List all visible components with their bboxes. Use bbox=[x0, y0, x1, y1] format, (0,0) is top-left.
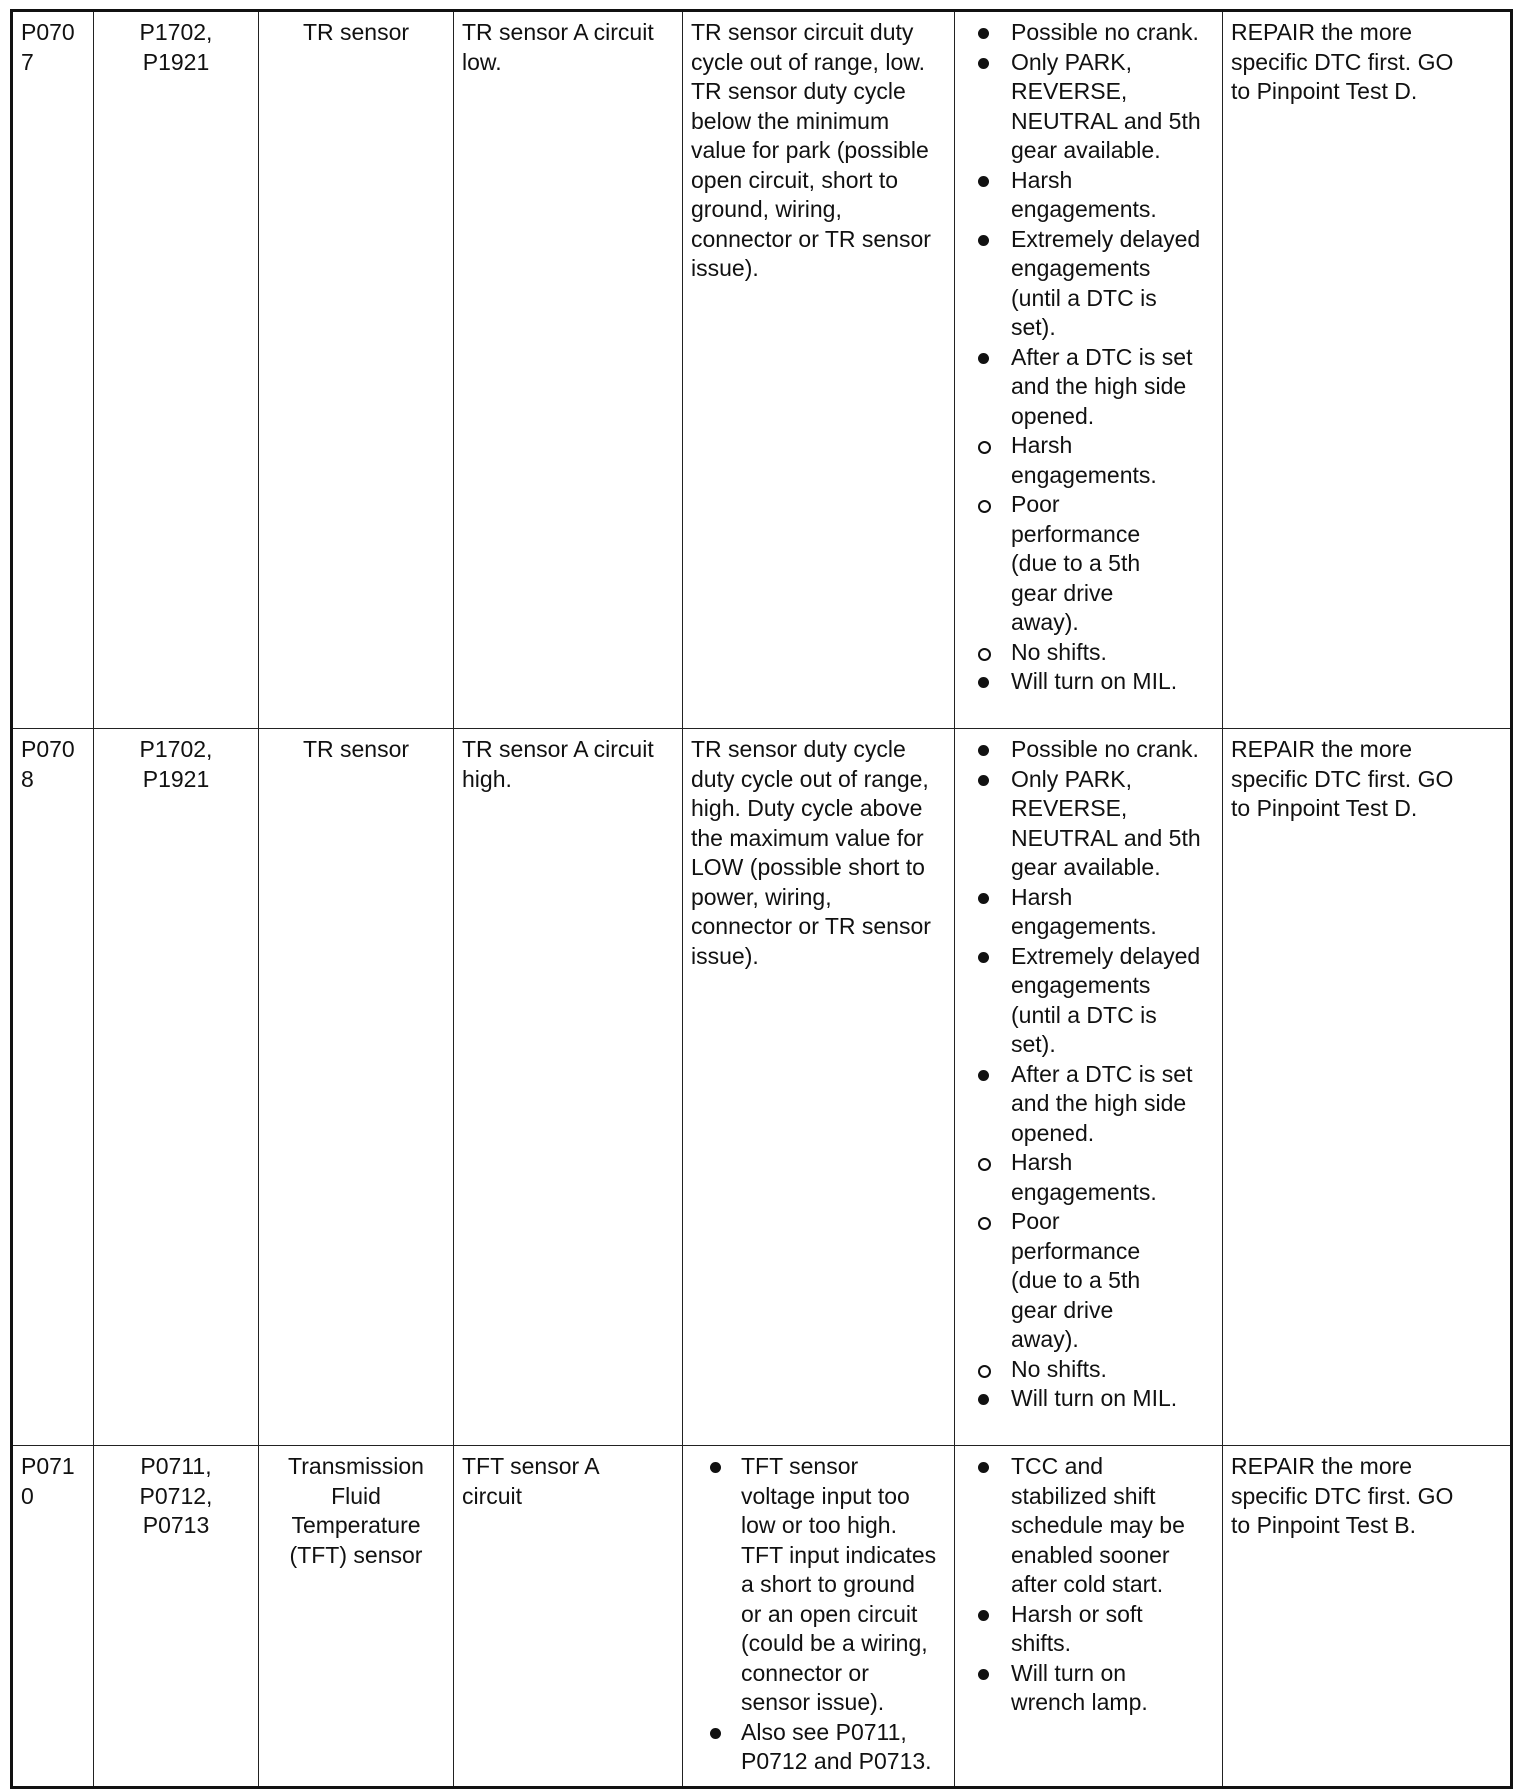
symptom-line: and the high side bbox=[1011, 1090, 1187, 1116]
dtc-table bbox=[10, 9, 1513, 1789]
condition-line: below the minimum bbox=[691, 107, 890, 134]
symptom-line: opened. bbox=[1011, 402, 1095, 429]
component-line: TR sensor bbox=[302, 736, 410, 762]
condition-line: TR sensor circuit duty bbox=[691, 19, 914, 45]
dtc-table-page bbox=[10, 9, 1510, 1789]
action-line: REPAIR the more bbox=[1231, 19, 1413, 45]
related-dtc-line: P1921 bbox=[142, 48, 210, 75]
description-cell bbox=[454, 1446, 683, 1788]
related-dtc-line: P1702, bbox=[139, 736, 213, 762]
symptom-line: gear available. bbox=[1011, 854, 1161, 880]
component-line: (TFT) sensor bbox=[289, 1541, 423, 1568]
component-line: TR sensor bbox=[302, 19, 410, 45]
description-line: high. bbox=[462, 765, 512, 792]
symptom-subitem bbox=[963, 1355, 1214, 1385]
symptom-line: NEUTRAL and 5th bbox=[1011, 824, 1201, 851]
symptom-line: After a DTC is set bbox=[1011, 1060, 1193, 1087]
symptom-item bbox=[963, 1600, 1214, 1659]
symptom-line: (due to a 5th bbox=[1011, 550, 1141, 576]
related-dtc-line: P1921 bbox=[142, 765, 210, 792]
action-cell bbox=[1223, 729, 1512, 1446]
action-line: to Pinpoint Test B. bbox=[1231, 1512, 1416, 1538]
symptom-subitem bbox=[963, 638, 1214, 668]
symptom-line: Harsh bbox=[1011, 432, 1073, 458]
symptom-line: gear drive bbox=[1011, 579, 1114, 606]
condition-line: high. Duty cycle above bbox=[691, 795, 923, 821]
condition-line: LOW (possible short to bbox=[691, 854, 925, 880]
symptom-line: (until a DTC is bbox=[1011, 284, 1157, 311]
symptom-line: shifts. bbox=[1011, 1630, 1072, 1656]
description-cell bbox=[454, 11, 683, 729]
condition-item bbox=[707, 1718, 946, 1777]
dtc-code-cell bbox=[12, 729, 94, 1446]
condition-line: ground, wiring, bbox=[691, 196, 842, 222]
condition-line: Also see P0711, bbox=[741, 1718, 907, 1745]
symptom-line: after cold start. bbox=[1011, 1571, 1164, 1597]
component-cell bbox=[259, 1446, 454, 1788]
condition-line: connector or TR sensor bbox=[691, 225, 931, 252]
symptom-line: Only PARK, bbox=[1011, 765, 1132, 792]
symptom-line: Possible no crank. bbox=[1011, 19, 1199, 45]
symptom-subitem bbox=[963, 490, 1214, 638]
dtc-code-cell bbox=[12, 1446, 94, 1788]
symptom-list bbox=[963, 18, 1214, 431]
symptom-line: REVERSE, bbox=[1011, 78, 1128, 104]
condition-cell bbox=[683, 1446, 955, 1788]
condition-cell bbox=[683, 11, 955, 729]
symptom-item bbox=[963, 883, 1214, 942]
symptom-line: No shifts. bbox=[1011, 1355, 1107, 1382]
symptom-line: away). bbox=[1011, 1326, 1079, 1352]
dtc-code-cell bbox=[12, 11, 94, 729]
symptoms-cell bbox=[955, 729, 1223, 1446]
symptom-line: and the high side bbox=[1011, 373, 1187, 399]
symptom-line: NEUTRAL and 5th bbox=[1011, 107, 1201, 134]
symptom-line: schedule may be bbox=[1011, 1512, 1185, 1538]
symptom-line: Possible no crank. bbox=[1011, 736, 1199, 762]
symptom-line: (due to a 5th bbox=[1011, 1267, 1141, 1293]
symptom-line: Harsh bbox=[1011, 1149, 1073, 1175]
action-line: specific DTC first. GO bbox=[1231, 48, 1454, 75]
symptom-list bbox=[963, 1384, 1214, 1414]
symptom-line: Extremely delayed bbox=[1011, 225, 1201, 252]
symptom-line: Harsh bbox=[1011, 166, 1073, 193]
symptom-line: wrench lamp. bbox=[1011, 1689, 1148, 1715]
description-cell bbox=[454, 729, 683, 1446]
symptom-line: REVERSE, bbox=[1011, 795, 1128, 821]
condition-line: TFT input indicates bbox=[741, 1541, 937, 1568]
action-cell bbox=[1223, 11, 1512, 729]
symptom-item bbox=[963, 48, 1214, 166]
condition-line: low or too high. bbox=[741, 1512, 897, 1538]
symptom-subitem bbox=[963, 1207, 1214, 1355]
action-line: specific DTC first. GO bbox=[1231, 1482, 1454, 1509]
action-line: to Pinpoint Test D. bbox=[1231, 78, 1418, 104]
symptom-item bbox=[963, 225, 1214, 343]
condition-line: or an open circuit bbox=[741, 1600, 918, 1627]
symptom-line: Extremely delayed bbox=[1011, 942, 1201, 969]
condition-line: issue). bbox=[691, 942, 759, 969]
condition-line: the maximum value for bbox=[691, 824, 924, 851]
symptom-line: set). bbox=[1011, 314, 1056, 340]
symptom-sublist bbox=[963, 1148, 1214, 1384]
related-dtc-line: P1702, bbox=[139, 19, 213, 45]
condition-line: duty cycle out of range, bbox=[691, 765, 929, 792]
action-line: REPAIR the more bbox=[1231, 736, 1413, 762]
related-dtc-cell bbox=[94, 11, 259, 729]
symptom-line: opened. bbox=[1011, 1119, 1095, 1146]
description-line: TR sensor A circuit bbox=[462, 736, 654, 762]
condition-line: connector or bbox=[741, 1659, 869, 1686]
action-line: specific DTC first. GO bbox=[1231, 765, 1454, 792]
table-row bbox=[12, 1446, 1512, 1788]
related-dtc-line: P0712, bbox=[139, 1482, 213, 1509]
symptom-item bbox=[963, 1384, 1214, 1414]
symptom-line: Harsh bbox=[1011, 883, 1073, 910]
related-dtc-cell bbox=[94, 1446, 259, 1788]
condition-cell bbox=[683, 729, 955, 1446]
table-row bbox=[12, 729, 1512, 1446]
condition-line: TFT sensor bbox=[741, 1453, 859, 1479]
component-line: Fluid bbox=[331, 1482, 381, 1509]
symptom-item bbox=[963, 765, 1214, 883]
description-line: TR sensor A circuit bbox=[462, 19, 654, 45]
symptom-item bbox=[963, 1452, 1214, 1600]
condition-line: power, wiring, bbox=[691, 883, 832, 910]
condition-line: TR sensor duty cycle bbox=[691, 736, 906, 762]
symptom-subitem bbox=[963, 1148, 1214, 1207]
symptom-line: stabilized shift bbox=[1011, 1482, 1156, 1509]
condition-line: TR sensor duty cycle bbox=[691, 78, 906, 104]
symptom-item bbox=[963, 166, 1214, 225]
symptom-line: engagements. bbox=[1011, 1178, 1157, 1205]
symptom-list bbox=[963, 667, 1214, 697]
symptom-line: After a DTC is set bbox=[1011, 343, 1193, 370]
symptom-line: away). bbox=[1011, 609, 1079, 635]
condition-line: issue). bbox=[691, 255, 759, 281]
symptom-line: gear drive bbox=[1011, 1296, 1114, 1323]
symptom-item bbox=[963, 1659, 1214, 1718]
symptom-line: gear available. bbox=[1011, 137, 1161, 163]
symptom-item bbox=[963, 1060, 1214, 1149]
symptom-item bbox=[963, 343, 1214, 432]
condition-line: voltage input too bbox=[741, 1482, 910, 1509]
related-dtc-cell bbox=[94, 729, 259, 1446]
symptom-line: Poor bbox=[1011, 1208, 1060, 1234]
symptom-line: enabled sooner bbox=[1011, 1541, 1170, 1568]
related-dtc-line: P0713 bbox=[142, 1512, 210, 1538]
symptom-line: performance bbox=[1011, 1237, 1141, 1264]
symptom-line: Will turn on bbox=[1011, 1659, 1127, 1686]
condition-list bbox=[691, 1452, 946, 1777]
symptom-line: Will turn on MIL. bbox=[1011, 1385, 1178, 1411]
symptom-sublist bbox=[963, 431, 1214, 667]
condition-line: open circuit, short to bbox=[691, 166, 899, 193]
condition-line: connector or TR sensor bbox=[691, 913, 931, 939]
condition-line: (could be a wiring, bbox=[741, 1630, 928, 1656]
condition-line: P0712 and P0713. bbox=[741, 1748, 932, 1774]
action-line: to Pinpoint Test D. bbox=[1231, 795, 1418, 821]
dtc-code: P0710 bbox=[21, 1453, 75, 1509]
symptoms-cell bbox=[955, 11, 1223, 729]
condition-line: a short to ground bbox=[741, 1571, 915, 1597]
symptom-item bbox=[963, 667, 1214, 697]
condition-line: cycle out of range, low. bbox=[691, 48, 925, 75]
dtc-code: P0708 bbox=[21, 736, 75, 792]
condition-line: value for park (possible bbox=[691, 137, 929, 163]
description-line: circuit bbox=[462, 1482, 523, 1509]
symptom-line: engagements bbox=[1011, 972, 1151, 998]
symptom-item bbox=[963, 942, 1214, 1060]
symptoms-cell bbox=[955, 1446, 1223, 1788]
symptom-line: No shifts. bbox=[1011, 638, 1107, 665]
symptom-line: Only PARK, bbox=[1011, 48, 1132, 75]
dtc-code: P0707 bbox=[21, 19, 75, 75]
symptom-line: set). bbox=[1011, 1031, 1056, 1057]
condition-item bbox=[707, 1452, 946, 1718]
symptom-line: engagements bbox=[1011, 255, 1151, 281]
symptom-line: performance bbox=[1011, 520, 1141, 547]
symptom-line: Will turn on MIL. bbox=[1011, 668, 1178, 694]
symptom-item bbox=[963, 18, 1214, 48]
condition-line: sensor issue). bbox=[741, 1689, 885, 1715]
symptom-subitem bbox=[963, 431, 1214, 490]
related-dtc-line: P0711, bbox=[140, 1453, 212, 1479]
symptom-line: engagements. bbox=[1011, 461, 1157, 488]
symptom-item bbox=[963, 735, 1214, 765]
action-cell bbox=[1223, 1446, 1512, 1788]
symptom-list bbox=[963, 1452, 1214, 1718]
component-line: Transmission bbox=[288, 1453, 424, 1479]
symptom-line: engagements. bbox=[1011, 913, 1157, 939]
component-cell bbox=[259, 11, 454, 729]
symptom-line: TCC and bbox=[1011, 1453, 1104, 1479]
symptom-line: Harsh or soft bbox=[1011, 1600, 1143, 1627]
description-line: TFT sensor A bbox=[462, 1453, 600, 1479]
description-line: low. bbox=[462, 48, 502, 75]
symptom-list bbox=[963, 735, 1214, 1148]
action-line: REPAIR the more bbox=[1231, 1453, 1413, 1479]
symptom-line: engagements. bbox=[1011, 196, 1157, 222]
symptom-line: (until a DTC is bbox=[1011, 1001, 1157, 1028]
symptom-line: Poor bbox=[1011, 491, 1060, 517]
component-cell bbox=[259, 729, 454, 1446]
component-line: Temperature bbox=[291, 1512, 421, 1538]
table-row bbox=[12, 11, 1512, 729]
